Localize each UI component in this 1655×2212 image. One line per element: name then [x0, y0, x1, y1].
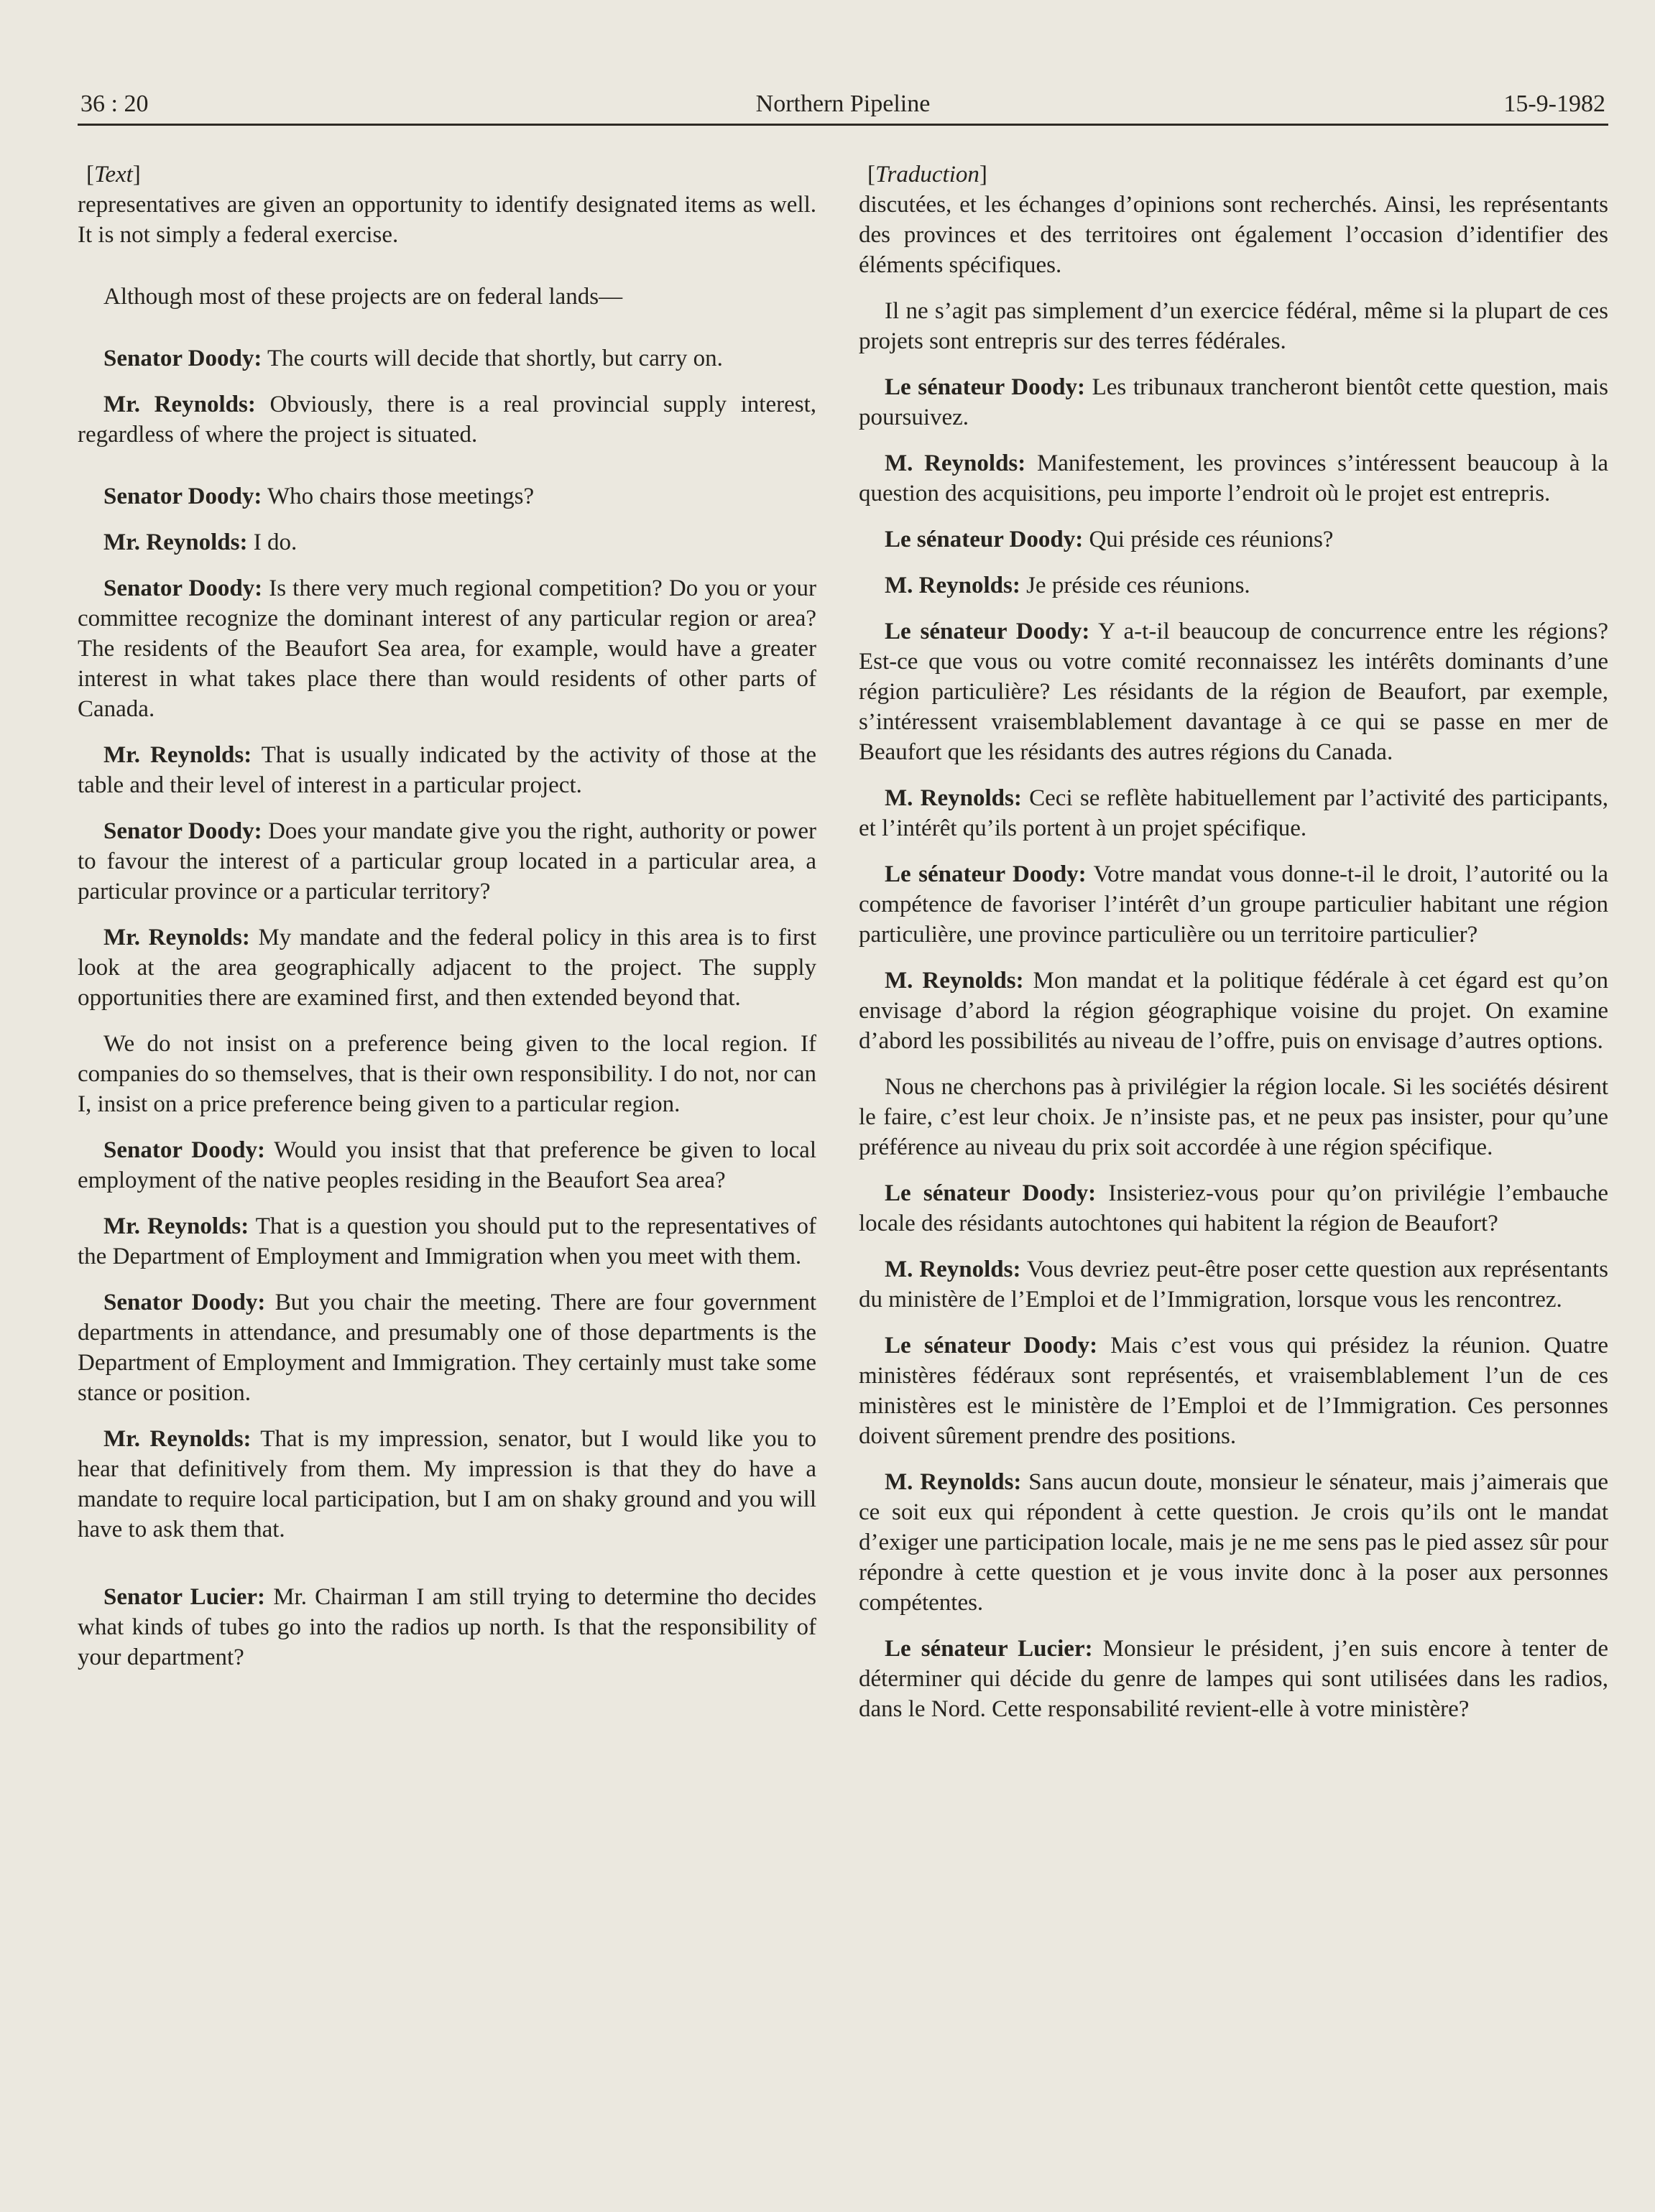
paragraph: M. Reynolds: Sans aucun doute, monsieur le sénateur, mais j’aimerais que ce soit eux qui répondent à cette question. Je crois qu’ils ont le mandat d’exiger une participation locale, mais je ne me sens pas le pied assez sûr pour répondre à cette question et je vous invite donc à la poser aux personnes compétentes. — [859, 1469, 1608, 1616]
paragraph: Although most of these projects are on federal lands— — [103, 284, 623, 310]
page-number: 36 : 20 — [80, 91, 149, 117]
paragraph: representatives are given an opportunity to identify designated items as well. It is not simply a federal exercise. — [78, 192, 816, 248]
paragraph: Senator Doody: Would you insist that that preference be given to local employment of the native peoples residing in the Beaufort Sea area? — [78, 1137, 816, 1193]
paragraph: Mr. Reynolds: My mandate and the federal policy in this area is to first look at the area geographically adjacent to the project. The supply opportunities there are examined first, and then extended beyond that. — [78, 925, 816, 1011]
speaker-name: Mr. Reynolds: — [103, 529, 248, 555]
speaker-name: Mr. Reynolds: — [103, 742, 252, 768]
paragraph: Senator Doody: But you chair the meeting. There are four government departments in attendance, and presumably one of those departments is the Department of Employment and Immigration. They certainly must take some stance or position. — [78, 1290, 816, 1406]
french-column — [859, 159, 1608, 1740]
paragraph: Mr. Reynolds: That is a question you should put to the representatives of the Department of Employment and Immigration when you meet with them. — [78, 1213, 816, 1269]
paragraph: We do not insist on a preference being given to the local region. If companies do so themselves, that is their own responsibility. I do not, nor can I, insist on a price preference being given to a particular region. — [78, 1031, 816, 1117]
page-header — [78, 80, 1608, 126]
english-column — [78, 159, 816, 1688]
publication-title: Northern Pipeline — [755, 91, 931, 117]
header-date: 15-9-1982 — [1503, 91, 1605, 117]
paragraph: M. Reynolds: Mon mandat et la politique fédérale à cet égard est qu’on envisage d’abord la région géographique voisine du projet. On examine d’abord les possibilités au niveau de l’offre, puis on envisage d’autres options. — [859, 968, 1608, 1054]
speaker-name: Le sénateur Doody: — [885, 861, 1087, 887]
speaker-name: Senator Doody: — [103, 483, 262, 509]
paragraph: Le sénateur Lucier: Monsieur le président, j’en suis encore à tenter de déterminer qui décide du genre de lampes qui sont utilisées dans les radios, dans le Nord. Cette responsabilité revient-elle à votre ministère? — [859, 1636, 1608, 1722]
paragraph: Le sénateur Doody: Votre mandat vous donne-t-il le droit, l’autorité ou la compétence de favoriser l’intérêt d’un groupe particulier habitant une région particulière, une province particulière ou un territoire particulier? — [859, 861, 1608, 948]
paragraph: Mr. Reynolds: That is usually indicated by the activity of those at the table and their level of interest in a particular project. — [78, 742, 816, 798]
paragraph: Mr. Reynolds: That is my impression, senator, but I would like you to hear that definitively from them. My impression is that they do have a mandate to require local participation, but I am on shaky ground and you will have to ask them that. — [78, 1426, 816, 1542]
paragraph: M. Reynolds: Ceci se reflète habituellement par l’activité des participants, et l’intérêt qu’ils portent à un projet spécifique. — [859, 785, 1608, 841]
paragraph: Mr. Reynolds: Obviously, there is a real provincial supply interest, regardless of where the project is situated. — [78, 392, 816, 448]
paragraph: M. Reynolds: Manifestement, les provinces s’intéressent beaucoup à la question des acquisitions, peu importe l’endroit où le projet est entrepris. — [859, 450, 1608, 506]
speaker-name: Mr. Reynolds: — [103, 1213, 249, 1239]
speaker-name: Le sénateur Doody: — [885, 1333, 1098, 1359]
speaker-name: Mr. Reynolds: — [103, 392, 256, 417]
section-label: [Text] — [86, 162, 141, 188]
paragraph: discutées, et les échanges d’opinions sont recherchés. Ainsi, les représentants des provinces et des territoires ont également l’occasion d’identifier des éléments spécifiques. — [859, 192, 1608, 278]
paragraph: Le sénateur Doody: Les tribunaux trancheront bientôt cette question, mais poursuivez. — [859, 374, 1608, 430]
speaker-name: Senator Doody: — [103, 575, 263, 601]
section-label: [Traduction] — [867, 162, 987, 188]
paragraph: Le sénateur Doody: Y a-t-il beaucoup de concurrence entre les régions? Est-ce que vous ou votre comité reconnaissez les intérêts dominants d’une région particulière? Les résidants de la région de Beaufort, par exemple, s’intéressent vraisemblablement davantage à ce qui se passe en mer de Beaufort que les résidants des autres régions du Canada. — [859, 619, 1609, 765]
paragraph: Senator Doody: Does your mandate give you the right, authority or power to favour the interest of a particular group located in a particular area, a particular province or a particular territory? — [78, 818, 816, 904]
speaker-name: Mr. Reynolds: — [103, 1426, 252, 1452]
speaker-name: Senator Doody: — [103, 818, 262, 844]
speaker-name: M. Reynolds: — [885, 785, 1022, 811]
paragraph: Le sénateur Doody: Insisteriez-vous pour qu’on privilégie l’embauche locale des résidants autochtones qui habitent la région de Beaufort? — [859, 1180, 1608, 1236]
speaker-name: Le sénateur Doody: — [885, 374, 1085, 400]
speaker-name: M. Reynolds: — [885, 573, 1020, 598]
speaker-name: Le sénateur Doody: — [885, 1180, 1097, 1206]
paragraph: Senator Doody: Who chairs those meetings? — [103, 483, 535, 509]
paragraph: Le sénateur Doody: Qui préside ces réunions? — [885, 527, 1334, 552]
speaker-name: M. Reynolds: — [885, 1469, 1022, 1495]
speaker-name: Senator Lucier: — [103, 1584, 266, 1610]
speaker-name: Senator Doody: — [103, 346, 262, 371]
paragraph: Senator Doody: The courts will decide that shortly, but carry on. — [103, 346, 723, 371]
speaker-name: Le sénateur Lucier: — [885, 1636, 1093, 1662]
speaker-name: Le sénateur Doody: — [885, 527, 1084, 552]
speaker-name: Mr. Reynolds: — [103, 925, 250, 950]
paragraph: Senator Doody: Is there very much regional competition? Do you or your committee recognize the dominant interest of any particular region or area? The residents of the Beaufort Sea area, for example, would have a greater interest in what takes place there than would residents of other parts of Canada. — [78, 575, 816, 722]
speaker-name: M. Reynolds: — [885, 1257, 1021, 1282]
paragraph: Il ne s’agit pas simplement d’un exercice fédéral, même si la plupart de ces projets sont entrepris sur des terres fédérales. — [859, 298, 1608, 354]
paragraph: Le sénateur Doody: Mais c’est vous qui présidez la réunion. Quatre ministères fédéraux sont représentés, et vraisemblablement l’un de ces ministères est le ministère de l’Emploi et de l’Immigration. Ces personnes doivent sûrement prendre des positions. — [859, 1333, 1608, 1449]
paragraph: M. Reynolds: Je préside ces réunions. — [885, 573, 1250, 598]
speaker-name: Le sénateur Doody: — [885, 619, 1090, 644]
speaker-name: M. Reynolds: — [885, 968, 1024, 994]
paragraph: Mr. Reynolds: I do. — [103, 529, 298, 555]
speaker-name: M. Reynolds: — [885, 450, 1026, 476]
paragraph: Nous ne cherchons pas à privilégier la région locale. Si les sociétés désirent le faire, c’est leur choix. Je n’insiste pas, et ne peux pas insister, pour qu’une préférence au niveau du prix soit accordée à une région spécifique. — [859, 1074, 1608, 1160]
speaker-name: Senator Doody: — [103, 1137, 265, 1163]
paragraph: Senator Lucier: Mr. Chairman I am still trying to determine tho decides what kinds of tubes go into the radios up north. Is that the responsibility of your department? — [78, 1584, 816, 1670]
speaker-name: Senator Doody: — [103, 1290, 266, 1315]
paragraph: M. Reynolds: Vous devriez peut-être poser cette question aux représentants du ministère de l’Emploi et de l’Immigration, lorsque vous les rencontrez. — [859, 1257, 1608, 1313]
